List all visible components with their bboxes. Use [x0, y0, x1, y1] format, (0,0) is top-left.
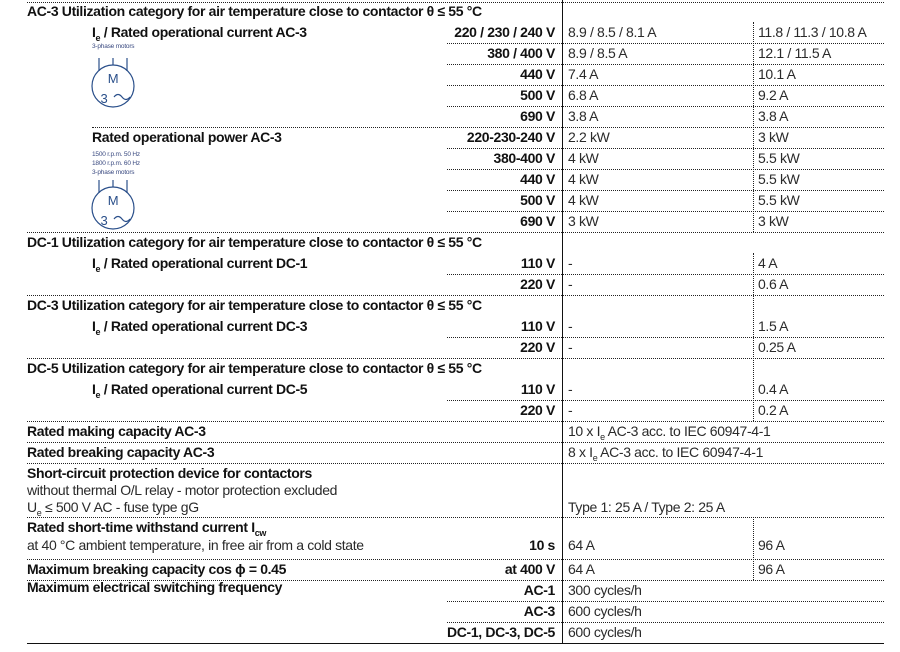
label-short-time-note: at 40 °C ambient temperature, in free air from a cold state: [27, 537, 364, 553]
switching-value: 600 cycles/h: [568, 624, 642, 640]
voltage-label: 380 / 400 V: [487, 45, 555, 61]
current-value-col1: 6.8 A: [568, 87, 599, 103]
row-divider: [447, 400, 884, 401]
label-dc-current-part: / Rated operational current DC-5: [100, 381, 308, 397]
current-value-col1: 8.9 / 8.5 / 8.1 A: [568, 24, 657, 40]
power-value-col1: 4 kW: [568, 150, 599, 166]
power-value-col1: 4 kW: [568, 171, 599, 187]
label-dc-current: [92, 253, 307, 274]
three-phase-motor-icon: [83, 172, 143, 232]
label-short-time-part: Rated short-time withstand current I: [27, 519, 255, 535]
power-value-col1: 3 kW: [568, 213, 599, 229]
label-short-circuit-note: without thermal O/L relay - motor protection excluded: [27, 482, 338, 498]
motor-note: 1800 r.p.m. 60 Hz: [92, 160, 140, 167]
dc-value-col2: 0.6 A: [758, 276, 789, 292]
voltage-label: 440 V: [520, 171, 555, 187]
dc-value-col1: -: [568, 318, 573, 334]
table-bottom-rule: [27, 643, 884, 644]
label-short-time-subscript: cw: [254, 528, 267, 538]
label-short-circuit: Short-circuit protection device for contactors: [27, 465, 312, 481]
current-value-col2: 11.8 / 11.3 / 10.8 A: [758, 24, 867, 40]
value-breaking-capacity-part: 8 x I: [568, 444, 593, 460]
power-value-col2: 5.5 kW: [758, 150, 800, 166]
label-short-circuit-voltage-subscript: e: [36, 508, 42, 518]
label-dc-current-part: I: [92, 381, 96, 397]
current-value-col1: 8.9 / 8.5 A: [568, 45, 628, 61]
dc-value-col1: -: [568, 276, 573, 292]
current-value-col2: 10.1 A: [758, 66, 796, 82]
dc-value-col1: -: [568, 339, 573, 355]
label-switching-frequency: Maximum electrical switching frequency: [27, 579, 283, 595]
voltage-label: 220 V: [520, 339, 555, 355]
column-divider: [753, 253, 754, 421]
current-value-col2: 3.8 A: [758, 108, 789, 124]
current-value-col1: 7.4 A: [568, 66, 599, 82]
row-divider: [447, 169, 884, 170]
voltage-label: 220-230-240 V: [466, 129, 555, 145]
motor-note: 3-phase motors: [92, 43, 135, 50]
label-short-circuit-voltage-part: U: [27, 499, 37, 515]
value-max-breaking-col2: 96 A: [758, 561, 785, 577]
label-dc-current-part: / Rated operational current DC-1: [100, 255, 308, 271]
voltage-label: 220 / 230 / 240 V: [454, 24, 555, 40]
label-dc-current-subscript: e: [95, 390, 101, 400]
label-dc-current-part: / Rated operational current DC-3: [100, 318, 308, 334]
value-breaking-capacity-subscript: e: [592, 453, 598, 463]
voltage-label: 110 V: [520, 318, 555, 334]
section-header-dc5: DC-5 Utilization category for air temperature close to contactor θ ≤ 55 °C: [27, 360, 482, 376]
label-making-capacity: Rated making capacity AC-3: [27, 423, 206, 439]
value-making-capacity: [568, 421, 770, 442]
motor-note: 3-phase motors: [92, 169, 135, 176]
section-header-ac3: AC-3 Utilization category for air temperature close to contactor θ ≤ 55 °C: [27, 3, 482, 19]
voltage-label: 690 V: [520, 108, 555, 124]
row-divider: [447, 85, 884, 86]
column-divider: [753, 22, 754, 232]
dc-value-col1: -: [568, 381, 573, 397]
row-divider: [447, 211, 884, 212]
label-ac3-current-part: / Rated operational current AC-3: [100, 24, 307, 40]
dc-value-col1: -: [568, 402, 573, 418]
label-dc-current: [92, 316, 307, 337]
voltage-label: 380-400 V: [493, 150, 555, 166]
value-max-breaking-col1: 64 A: [568, 561, 595, 577]
label-breaking-capacity: Rated breaking capacity AC-3: [27, 444, 215, 460]
dc-value-col2: 0.4 A: [758, 381, 789, 397]
dc-value-col1: -: [568, 255, 573, 271]
label-short-circuit-voltage: [27, 497, 199, 518]
current-value-col2: 12.1 / 11.5 A: [758, 45, 832, 61]
row-divider: [447, 601, 884, 602]
power-value-col2: 3 kW: [758, 129, 789, 145]
label-dc-current-part: I: [92, 318, 96, 334]
section-header-dc1: DC-1 Utilization category for air temperature close to contactor θ ≤ 55 °C: [27, 234, 482, 250]
dc-value-col2: 4 A: [758, 255, 778, 271]
dc-value-col2: 1.5 A: [758, 318, 789, 334]
value-short-time-col2: 96 A: [758, 537, 785, 553]
label-dc-current-subscript: e: [95, 264, 101, 274]
switching-category: DC-1, DC-3, DC-5: [447, 624, 555, 640]
row-divider: [447, 106, 884, 107]
row-divider: [447, 190, 884, 191]
section-header-dc3: DC-3 Utilization category for air temperature close to contactor θ ≤ 55 °C: [27, 297, 482, 313]
value-breaking-capacity-part: AC-3 acc. to IEC 60947-4-1: [597, 444, 764, 460]
power-value-col2: 5.5 kW: [758, 192, 800, 208]
switching-value: 600 cycles/h: [568, 603, 642, 619]
value-making-capacity-part: AC-3 acc. to IEC 60947-4-1: [604, 423, 771, 439]
voltage-label: 110 V: [520, 255, 555, 271]
voltage-label: 690 V: [520, 213, 555, 229]
motor-letter: M: [107, 193, 119, 208]
motor-phase: 3: [100, 213, 108, 228]
current-value-col1: 3.8 A: [568, 108, 599, 124]
current-value-col2: 9.2 A: [758, 87, 789, 103]
value-making-capacity-subscript: e: [600, 432, 605, 442]
voltage-label: 220 V: [520, 402, 555, 418]
switching-category: AC-1: [523, 582, 555, 598]
condition-short-time: 10 s: [529, 537, 555, 553]
motor-note: 1500 r.p.m. 50 Hz: [92, 151, 140, 158]
value-short-circuit: Type 1: 25 A / Type 2: 25 A: [568, 499, 725, 515]
label-dc-current: [92, 379, 307, 400]
value-column-separator: [562, 0, 563, 643]
label-max-breaking: Maximum breaking capacity cos ϕ = 0.45: [27, 561, 287, 577]
label-dc-current-part: I: [92, 255, 96, 271]
three-phase-motor-icon: [83, 50, 143, 110]
voltage-label: 110 V: [520, 381, 555, 397]
power-value-col2: 5.5 kW: [758, 171, 800, 187]
label-dc-current-subscript: e: [95, 327, 101, 337]
dc-value-col2: 0.2 A: [758, 402, 789, 418]
value-making-capacity-part: 10 x I: [568, 423, 601, 439]
value-breaking-capacity: [568, 442, 763, 463]
condition-max-breaking: at 400 V: [504, 561, 555, 577]
dc-value-col2: 0.25 A: [758, 339, 796, 355]
power-value-col1: 2.2 kW: [568, 129, 610, 145]
power-value-col1: 4 kW: [568, 192, 599, 208]
row-divider: [447, 64, 884, 65]
switching-value: 300 cycles/h: [568, 582, 642, 598]
voltage-label: 500 V: [520, 192, 555, 208]
label-ac3-current: [92, 22, 307, 43]
column-divider: [753, 519, 754, 580]
voltage-label: 220 V: [520, 276, 555, 292]
motor-phase: 3: [100, 91, 108, 106]
motor-letter: M: [107, 71, 119, 86]
row-divider: [447, 337, 884, 338]
voltage-label: 440 V: [520, 66, 555, 82]
label-ac3-power: Rated operational power AC-3: [92, 129, 282, 145]
label-ac3-current-subscript: e: [95, 33, 101, 43]
value-short-time-col1: 64 A: [568, 537, 595, 553]
voltage-label: 500 V: [520, 87, 555, 103]
label-ac3-current-part: I: [92, 24, 96, 40]
power-value-col2: 3 kW: [758, 213, 789, 229]
row-divider: [447, 274, 884, 275]
label-short-circuit-voltage-part: ≤ 500 V AC - fuse type gG: [41, 499, 199, 515]
switching-category: AC-3: [523, 603, 555, 619]
